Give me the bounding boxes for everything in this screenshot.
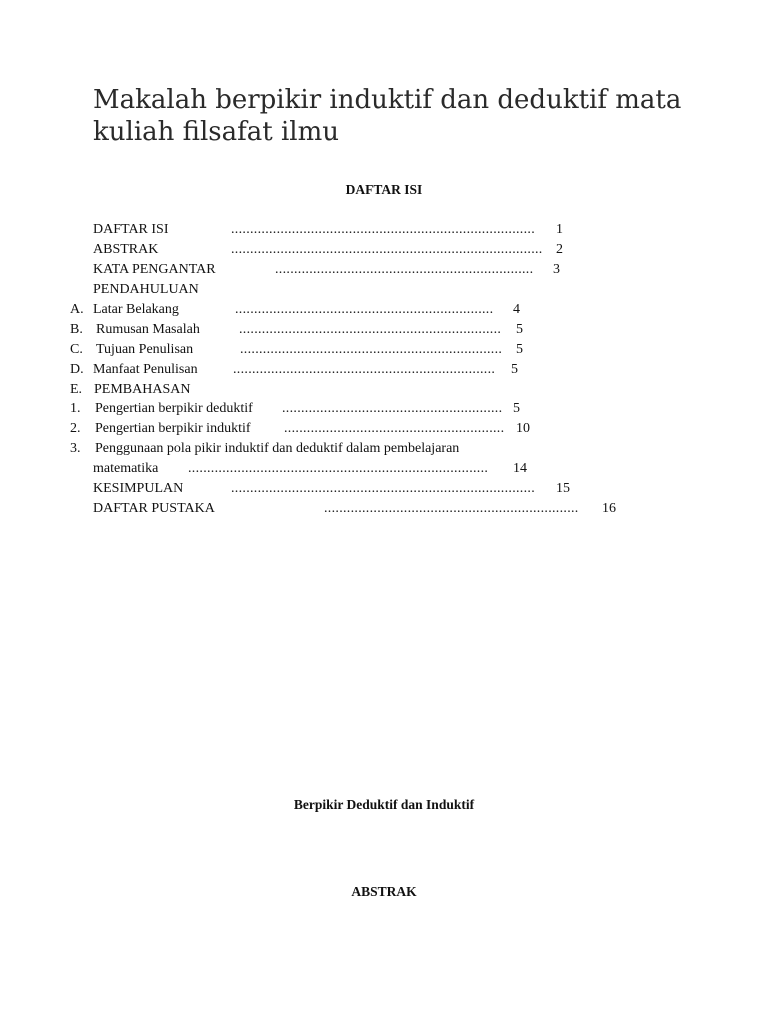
toc-entry-label: Tujuan Penulisan	[96, 342, 194, 357]
toc-entry-leader: ...................................................................	[324, 501, 579, 516]
toc-entry-label: Manfaat Penulisan	[93, 362, 198, 377]
toc-entry-page: 2	[556, 242, 563, 257]
toc-entry-leader: ...............................................................................	[188, 461, 489, 476]
toc-entry-leader: ................................................................................	[231, 222, 535, 237]
toc-entry-leader: ..........................................................	[284, 421, 505, 436]
toc-entry-label: Rumusan Masalah	[96, 322, 200, 337]
toc-entry-leader: .....................................................................	[239, 322, 502, 337]
toc-entry-matematika	[0, 459, 768, 479]
toc-entry-daftar-isi	[0, 220, 768, 240]
toc-entry-page: 5	[516, 342, 523, 357]
toc-entry-leader: .....................................................................	[240, 342, 503, 357]
toc-entry-page: 5	[513, 401, 520, 416]
toc-entry-latar-belakang	[0, 300, 768, 320]
toc-entry-label: KESIMPULAN	[93, 481, 184, 496]
toc-entry-label: Pengertian berpikir deduktif	[95, 401, 253, 416]
toc-entry-label: PEMBAHASAN	[94, 382, 191, 397]
toc-entry-manfaat-penulisan	[0, 360, 768, 380]
toc-entry-page: 3	[553, 262, 560, 277]
toc-entry-tujuan-penulisan	[0, 340, 768, 360]
toc-entry-marker: 2.	[70, 421, 81, 436]
toc-entry-marker: E.	[70, 382, 83, 397]
toc-entry-kesimpulan	[0, 479, 768, 499]
section-subtitle: Berpikir Deduktif dan Induktif	[293, 797, 475, 812]
toc-entry-label: DAFTAR ISI	[93, 222, 169, 237]
toc-entry-label: Latar Belakang	[93, 302, 179, 317]
toc-entry-marker: 1.	[70, 401, 81, 416]
toc-entry-abstrak	[0, 240, 768, 260]
toc-entry-page: 1	[556, 222, 563, 237]
toc-entry-marker: A.	[70, 302, 84, 317]
toc-entry-label: KATA PENGANTAR	[93, 262, 216, 277]
toc-entry-leader: ..........................................................	[282, 401, 503, 416]
toc-entry-pembahasan	[0, 380, 768, 400]
toc-entry-kata-pengantar	[0, 260, 768, 280]
toc-entry-label: Pengertian berpikir induktif	[95, 421, 251, 436]
toc-entry-pengertian-deduktif	[0, 399, 768, 419]
toc-entry-pendahuluan	[0, 280, 768, 300]
toc-entry-label: PENDAHULUAN	[93, 282, 199, 297]
toc-entry-marker: 3.	[70, 441, 81, 456]
toc-entry-penggunaan-pola-pikir	[0, 439, 768, 459]
document-title: Makalah berpikir induktif dan deduktif mata kuliah filsafat ilmu	[93, 85, 682, 147]
toc-entry-label: ABSTRAK	[93, 242, 159, 257]
toc-entry-leader: ................................................................................	[231, 481, 535, 496]
toc-entry-leader: ..................................................................................	[231, 242, 543, 257]
toc-entry-page: 4	[513, 302, 520, 317]
toc-entry-page: 16	[602, 501, 616, 516]
toc-entry-marker: B.	[70, 322, 83, 337]
toc-entry-leader: ....................................................................	[235, 302, 494, 317]
toc-entry-pengertian-induktif	[0, 419, 768, 439]
toc-entry-daftar-pustaka	[0, 499, 768, 519]
toc-entry-marker: C.	[70, 342, 83, 357]
toc-entry-page: 5	[511, 362, 518, 377]
toc-entry-rumusan-masalah	[0, 320, 768, 340]
toc-entry-label: DAFTAR PUSTAKA	[93, 501, 215, 516]
toc-entry-page: 10	[516, 421, 530, 436]
toc-entry-marker: D.	[70, 362, 84, 377]
toc-entry-page: 14	[513, 461, 527, 476]
toc-entry-page: 5	[516, 322, 523, 337]
toc-entry-page: 15	[556, 481, 570, 496]
toc-entry-label: matematika	[93, 461, 159, 476]
toc-entry-leader: ....................................................................	[275, 262, 534, 277]
abstract-heading: ABSTRAK	[351, 884, 417, 899]
toc-heading: DAFTAR ISI	[345, 182, 423, 197]
toc-entry-label: Penggunaan pola pikir induktif dan deduktif dalam pembelajaran	[95, 441, 460, 456]
toc-entry-leader: .....................................................................	[233, 362, 496, 377]
